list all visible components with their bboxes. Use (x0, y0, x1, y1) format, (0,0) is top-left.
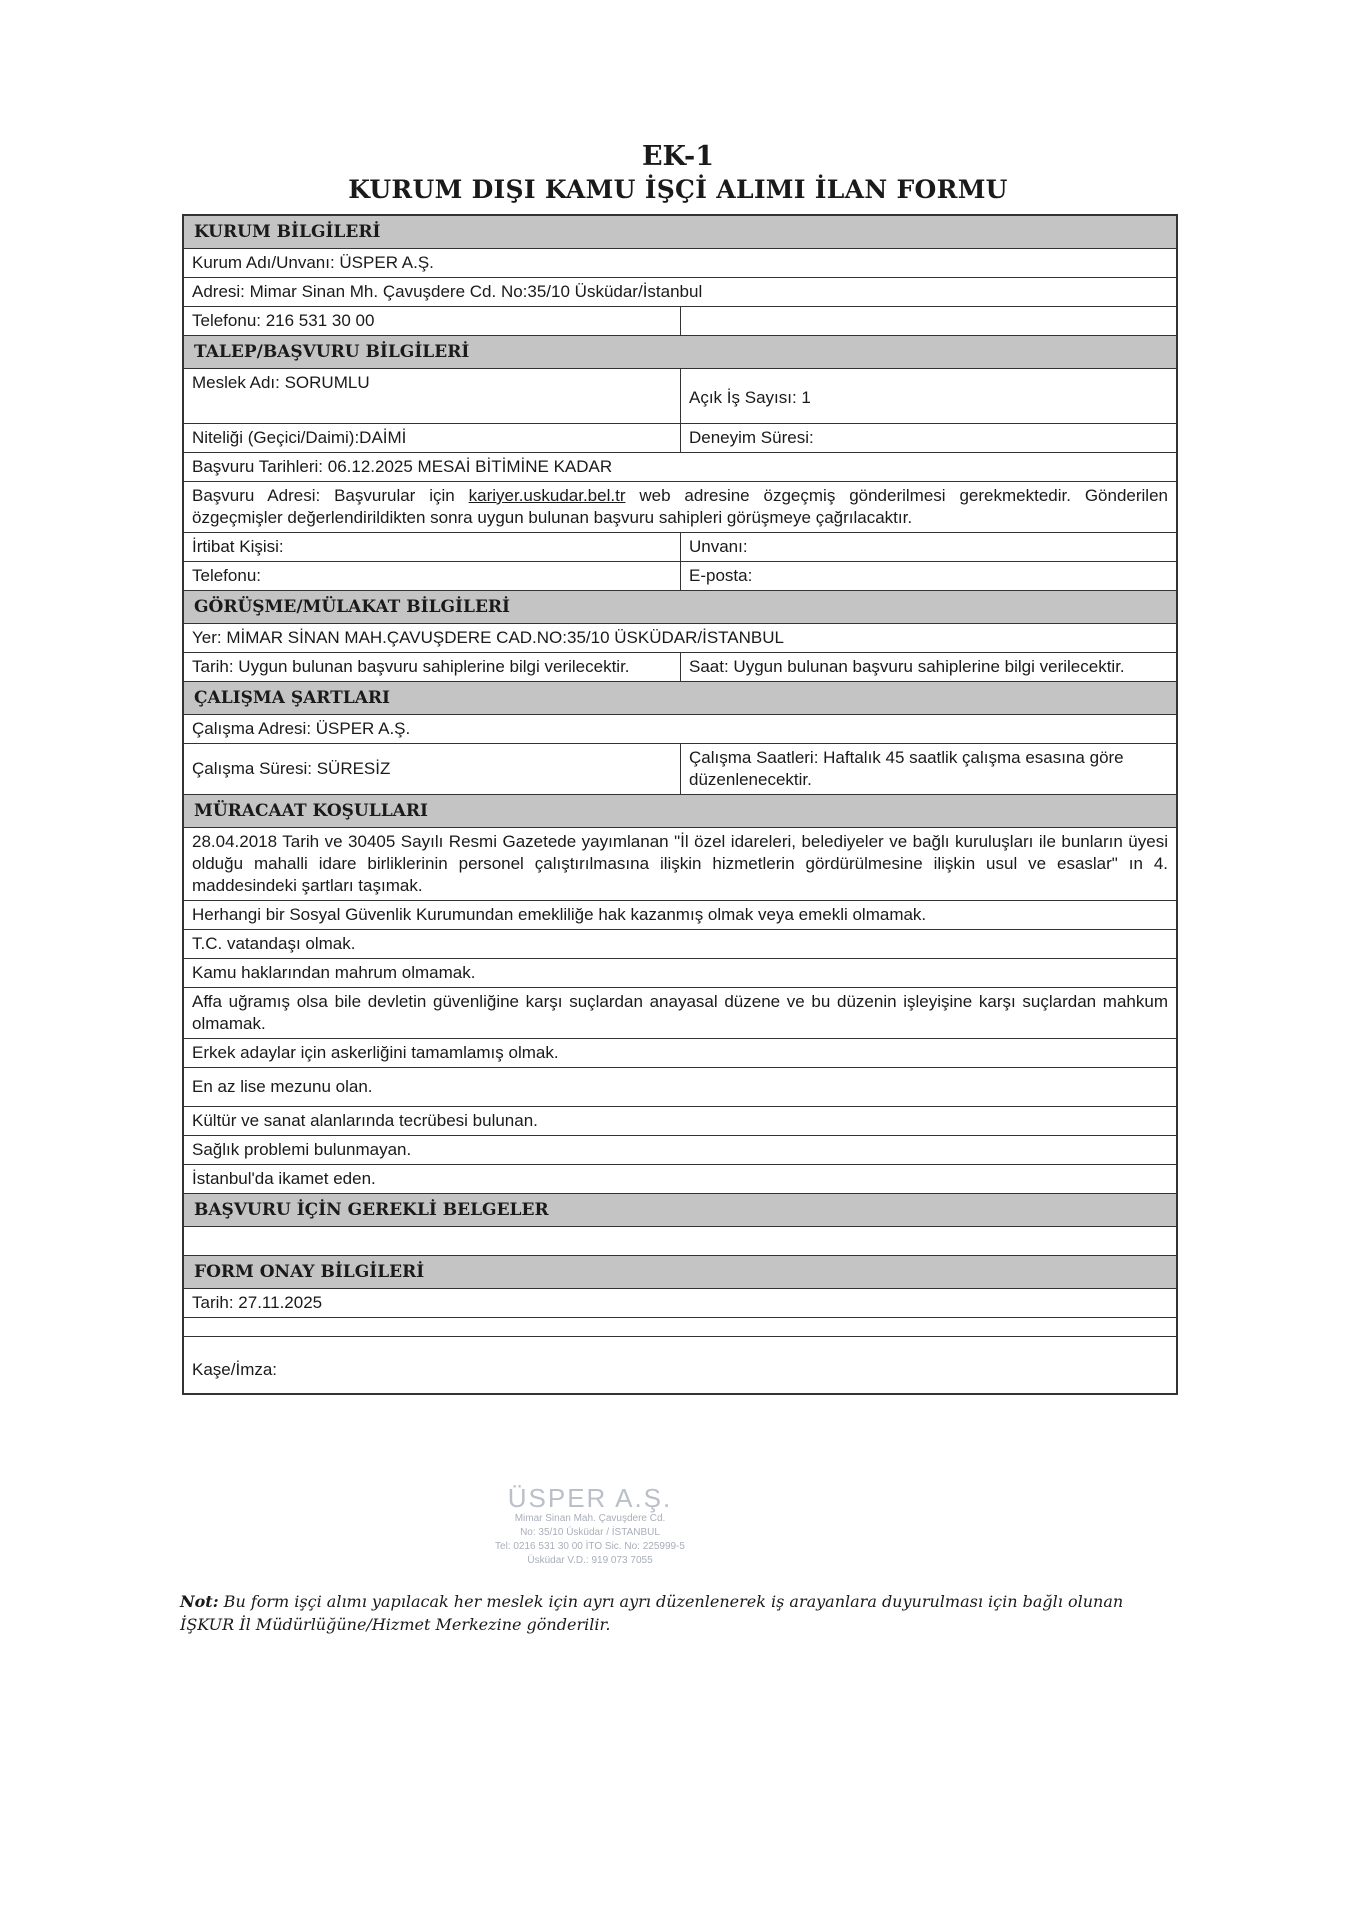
kariyer-link[interactable]: kariyer.uskudar.bel.tr (468, 486, 626, 505)
meslek-row (184, 369, 1176, 424)
acik-is-sayisi: Açık İş Sayısı: 1 (680, 369, 1176, 423)
kosul-row (184, 901, 1176, 930)
kosul-row (184, 1039, 1176, 1068)
kurum-telefon: Telefonu: 216 531 30 00 (192, 311, 375, 330)
nitelik-row (184, 424, 1176, 453)
irtibat-row (184, 533, 1176, 562)
kurum-adres-row (184, 278, 1176, 307)
calisma-suresi: Çalışma Süresi: SÜRESİZ (192, 759, 391, 778)
kosul-item: Herhangi bir Sosyal Güvenlik Kurumundan emekliliğe hak kazanmış olmak veya emekli olmamak. (192, 905, 927, 924)
section-kurum-bilgileri: KURUM BİLGİLERİ (184, 216, 1176, 249)
gorusme-saat: Saat: Uygun bulunan başvuru sahiplerine bilgi verilecektir. (680, 653, 1176, 681)
meslek-adi: Meslek Adı: SORUMLU (192, 373, 370, 392)
kosul-item: En az lise mezunu olan. (192, 1077, 373, 1096)
note-text: Bu form işçi alımı yapılacak her meslek için ayrı ayrı düzenlenerek iş arayanlara duyurulması için bağlı olunan İŞKUR İl Müdürlüğüne/Hizmet Merkezine gönderilir. (180, 1592, 1124, 1634)
kurum-telefon-empty (680, 307, 1176, 335)
kosul-row (184, 1165, 1176, 1194)
calisma-saatleri: Çalışma Saatleri: Haftalık 45 saatlik çalışma esasına göre düzenlenecektir. (680, 744, 1176, 794)
basvuru-tarihleri-row (184, 453, 1176, 482)
onay-tarih: Tarih: 27.11.2025 (192, 1293, 323, 1312)
section-talep-basvuru: TALEP/BAŞVURU BİLGİLERİ (184, 336, 1176, 369)
section-calisma-sartlari: ÇALIŞMA ŞARTLARI (184, 682, 1176, 715)
stamp-line: Tel: 0216 531 30 00 İTO Sic. No: 225999-5 (495, 1541, 685, 1552)
form-header (0, 140, 1356, 206)
kosul-item: T.C. vatandaşı olmak. (192, 934, 356, 953)
kase-imza-row (184, 1337, 1176, 1393)
kosul-item: Kültür ve sanat alanlarında tecrübesi bulunan. (192, 1111, 538, 1130)
kosul-item: İstanbul'da ikamet eden. (192, 1169, 376, 1188)
kosul-row (184, 930, 1176, 959)
basvuru-adresi-row (184, 482, 1176, 533)
niteligi: Niteliği (Geçici/Daimi):DAİMİ (192, 428, 407, 447)
gorusme-yer: Yer: MİMAR SİNAN MAH.ÇAVUŞDERE CAD.NO:35/10 ÜSKÜDAR/İSTANBUL (192, 628, 784, 647)
calisma-adresi: Çalışma Adresi: ÜSPER A.Ş. (192, 719, 411, 738)
form-code: EK-1 (641, 141, 715, 172)
irtibat-kisisi: İrtibat Kişisi: (192, 537, 284, 556)
kurum-adi: Kurum Adı/Unvanı: ÜSPER A.Ş. (192, 253, 434, 272)
kurum-telefon-row (184, 307, 1176, 336)
section-form-onay: FORM ONAY BİLGİLERİ (184, 1256, 1176, 1289)
gorusme-tarih-saat-row (184, 653, 1176, 682)
note-label: Not: (180, 1592, 219, 1611)
company-stamp (440, 1484, 740, 1568)
kurum-adres: Adresi: Mimar Sinan Mh. Çavuşdere Cd. No:35/10 Üsküdar/İstanbul (192, 282, 703, 301)
gorusme-yer-row (184, 624, 1176, 653)
stamp-line: Mimar Sinan Mah. Çavuşdere Cd. (514, 1513, 666, 1524)
kosul-item: Erkek adaylar için askerliğini tamamlamış olmak. (192, 1043, 559, 1062)
footer-note (180, 1590, 1180, 1636)
iletisim-row (184, 562, 1176, 591)
irtibat-eposta: E-posta: (680, 562, 1176, 590)
kase-imza: Kaşe/İmza: (192, 1360, 278, 1379)
irtibat-telefonu: Telefonu: (192, 566, 261, 585)
section-gorusme-mulakat: GÖRÜŞME/MÜLAKAT BİLGİLERİ (184, 591, 1176, 624)
form-title: KURUM DIŞI KAMU İŞÇİ ALIMI İLAN FORMU (348, 175, 1008, 204)
kosul-row (184, 1136, 1176, 1165)
onay-tarih-row (184, 1289, 1176, 1318)
kosul-row (184, 1068, 1176, 1107)
kosul-item: 28.04.2018 Tarih ve 30405 Sayılı Resmi Gazetede yayımlanan "İl özel idareleri, belediyeler ve bağlı kuruluşları ile bunların üyesi olduğu mahalli idare birliklerinin personel çalıştırılmasına ilişkin hizmetlerin gördürülmesine ilişkin usul ve esaslar" ın 4. maddesindeki şartları taşımak. (192, 832, 1168, 895)
section-muracaat-kosullari: MÜRACAAT KOŞULLARI (184, 795, 1176, 828)
kurum-adi-row (184, 249, 1176, 278)
kosul-row (184, 959, 1176, 988)
stamp-line: Üsküdar V.D.: 919 073 7055 (527, 1555, 653, 1566)
kosul-row (184, 988, 1176, 1039)
kosul-item: Sağlık problemi bulunmayan. (192, 1140, 412, 1159)
onay-empty-row (184, 1318, 1176, 1337)
stamp-name: ÜSPER A.Ş. (507, 1483, 673, 1513)
calisma-sure-saat-row (184, 744, 1176, 795)
basvuru-tarihleri: Başvuru Tarihleri: 06.12.2025 MESAİ BİTİMİNE KADAR (192, 457, 613, 476)
kosul-row (184, 1107, 1176, 1136)
gorusme-tarih: Tarih: Uygun bulunan başvuru sahiplerine bilgi verilecektir. (192, 657, 630, 676)
belgeler-empty-row (184, 1227, 1176, 1256)
section-gerekli-belgeler: BAŞVURU İÇİN GEREKLİ BELGELER (184, 1194, 1176, 1227)
kosul-row (184, 828, 1176, 901)
stamp-line: No: 35/10 Üsküdar / İSTANBUL (520, 1527, 660, 1538)
application-form-table (182, 214, 1178, 1395)
kosul-item: Affa uğramış olsa bile devletin güvenliğine karşı suçlardan anayasal düzene ve bu düzenin işleyişine karşı suçlardan mahkum olmamak. (192, 992, 1168, 1033)
unvani: Unvanı: (680, 533, 1176, 561)
deneyim-suresi: Deneyim Süresi: (680, 424, 1176, 452)
basvuru-adresi: Başvuru Adresi: Başvurular için kariyer.uskudar.bel.tr web adresine özgeçmiş gönderilmesi gerekmektedir. Gönderilen özgeçmişler değerlendirildikten sonra uygun bulunan başvuru sahipleri görüşmeye çağrılacaktır. (192, 486, 1168, 527)
kosul-item: Kamu haklarından mahrum olmamak. (192, 963, 476, 982)
calisma-adresi-row (184, 715, 1176, 744)
